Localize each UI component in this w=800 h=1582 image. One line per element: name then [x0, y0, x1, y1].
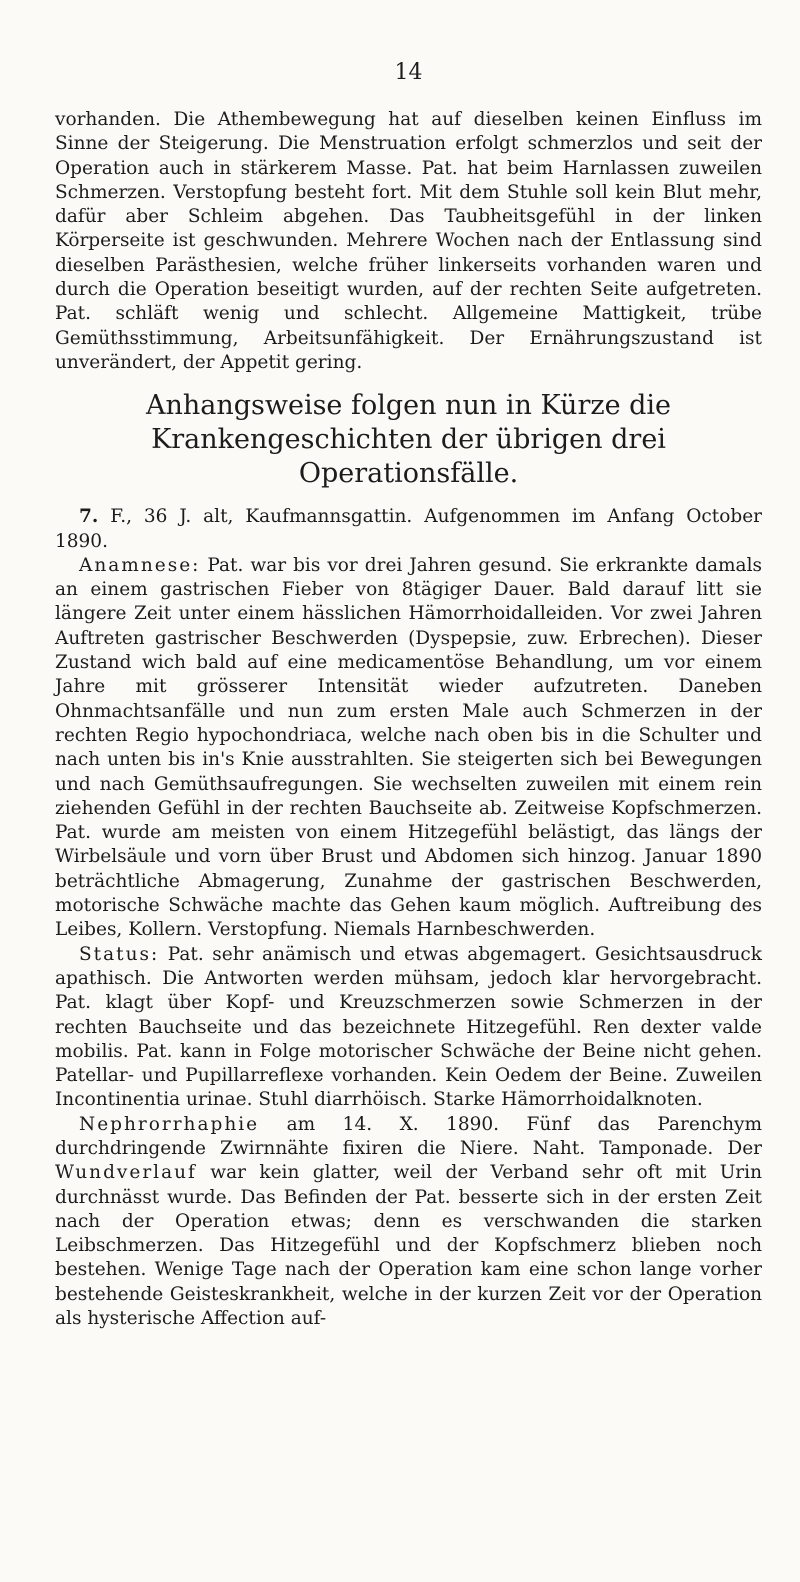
case-number: 7.: [79, 506, 99, 528]
wundverlauf-label: Wundverlauf: [55, 1162, 197, 1184]
nephrorrhaphie-paragraph: [55, 1113, 762, 1332]
nephrorrhaphie-label: Nephrorrhaphie: [79, 1113, 260, 1135]
status-paragraph: [55, 943, 762, 1113]
anamnese-text: Pat. war bis vor drei Jahren gesund. Sie erkrankte damals an einem gastrischen Fieber von 8tägiger Dauer. Bald darauf litt sie längere Zeit unter einem hässlichen Hämorrhoidalleiden. Vor zwei Jahren Auftreten gastrischer Beschwerden (Dyspepsie, zuw. Erbrechen). Dieser Zustand wich bald auf eine medicamentöse Behandlung, um vor einem Jahre mit grösserer Intensität wieder aufzutreten. Daneben Ohnmachtsanfälle und nun zum ersten Male auch Schmerzen in der rechten Regio hypochondriaca, welche nach oben bis in die Schulter und nach unten bis in's Knie ausstrahlten. Sie steigerten sich bei Bewegungen und nach Gemüthsaufregungen. Sie wechselten zuweilen mit einem rein ziehenden Gefühl in der rechten Bauchseite ab. Zeitweise Kopfschmerzen. Pat. wurde am meisten von einem Hitzegefühl belästigt, das längs der Wirbelsäule und vorn über Brust und Abdomen sich hinzog. Januar 1890 beträchtliche Abmagerung, Zunahme der gastrischen Beschwerden, motorische Schwäche machte das Gehen kaum möglich. Auftreibung des Leibes, Kollern. Verstopfung. Niemals Harnbeschwerden.: [55, 554, 763, 941]
case-history: [55, 505, 762, 1331]
case-intro-text: F., 36 J. alt, Kaufmannsgattin. Aufgenommen im Anfang October 1890.: [55, 506, 762, 552]
page-number: 14: [394, 60, 423, 85]
nephrorrhaphie-text: am 14. X. 1890. Fünf das Parenchym durchdringende Zwirnnähte fixiren die Niere. Naht. Tamponade.: [55, 1113, 762, 1159]
intro-paragraph: vorhanden. Die Athembewegung hat auf dieselben keinen Einfluss im Sinne der Steigerung. Die Menstruation erfolgt schmerzlos und seit der Operation auch in stärkerem Masse. Pat. hat beim Harnlassen zuweilen Schmerzen. Verstopfung besteht fort. Mit dem Stuhle soll kein Blut mehr, dafür aber Schleim abgehen. Das Taubheitsgefühl in der linken Körperseite ist geschwunden. Mehrere Wochen nach der Entlassung sind dieselben Parästhesien, welche früher linkerseits vorhanden waren und durch die Operation beseitigt wurden, auf der rechten Seite aufgetreten. Pat. schläft wenig und schlecht. Allgemeine Mattigkeit, trübe Gemüthsstimmung, Arbeitsunfähigkeit. Der Ernährungszustand ist unverändert, der Appetit gering.: [55, 109, 762, 373]
anamnese-label: Anamnese:: [79, 554, 201, 576]
section-heading: Anhangsweise folgen nun in Kürze die Krankengeschichten der übrigen drei Operationsfälle.: [145, 390, 672, 490]
anamnese-paragraph: [55, 554, 762, 943]
wundverlauf-lead: Der: [727, 1137, 762, 1159]
status-text: Pat. sehr anämisch und etwas abgemagert. Gesichtsausdruck apathisch. Die Antworten werden mühsam, jedoch klar hervorgebracht. Pat. klagt über Kopf- und Kreuzschmerzen sowie Schmerzen in der rechten Bauchseite und das bezeichnete Hitzegefühl. Ren dexter valde mobilis. Pat. kann in Folge motorischer Schwäche der Beine nicht gehen. Patellar- und Pupillarreflexe vorhanden. Kein Oedem der Beine. Zuweilen Incontinentia urinae. Stuhl diarrhöisch. Starke Hämorrhoidalknoten.: [55, 943, 762, 1111]
case-intro: [55, 505, 762, 554]
wundverlauf-text: war kein glatter, weil der Verband sehr oft mit Urin durchnässt wurde. Das Befinden der Pat. besserte sich in der ersten Zeit nach der Operation etwas; denn es verschwanden die starken Leibschmerzen. Das Hitzegefühl und der Kopfschmerz blieben noch bestehen. Wenige Tage nach der Operation kam eine schon lange vorher bestehende Geisteskrankheit, welche in der kurzen Zeit vor der Operation als hysterische Affection auf-: [55, 1162, 762, 1330]
status-label: Status:: [79, 943, 160, 965]
